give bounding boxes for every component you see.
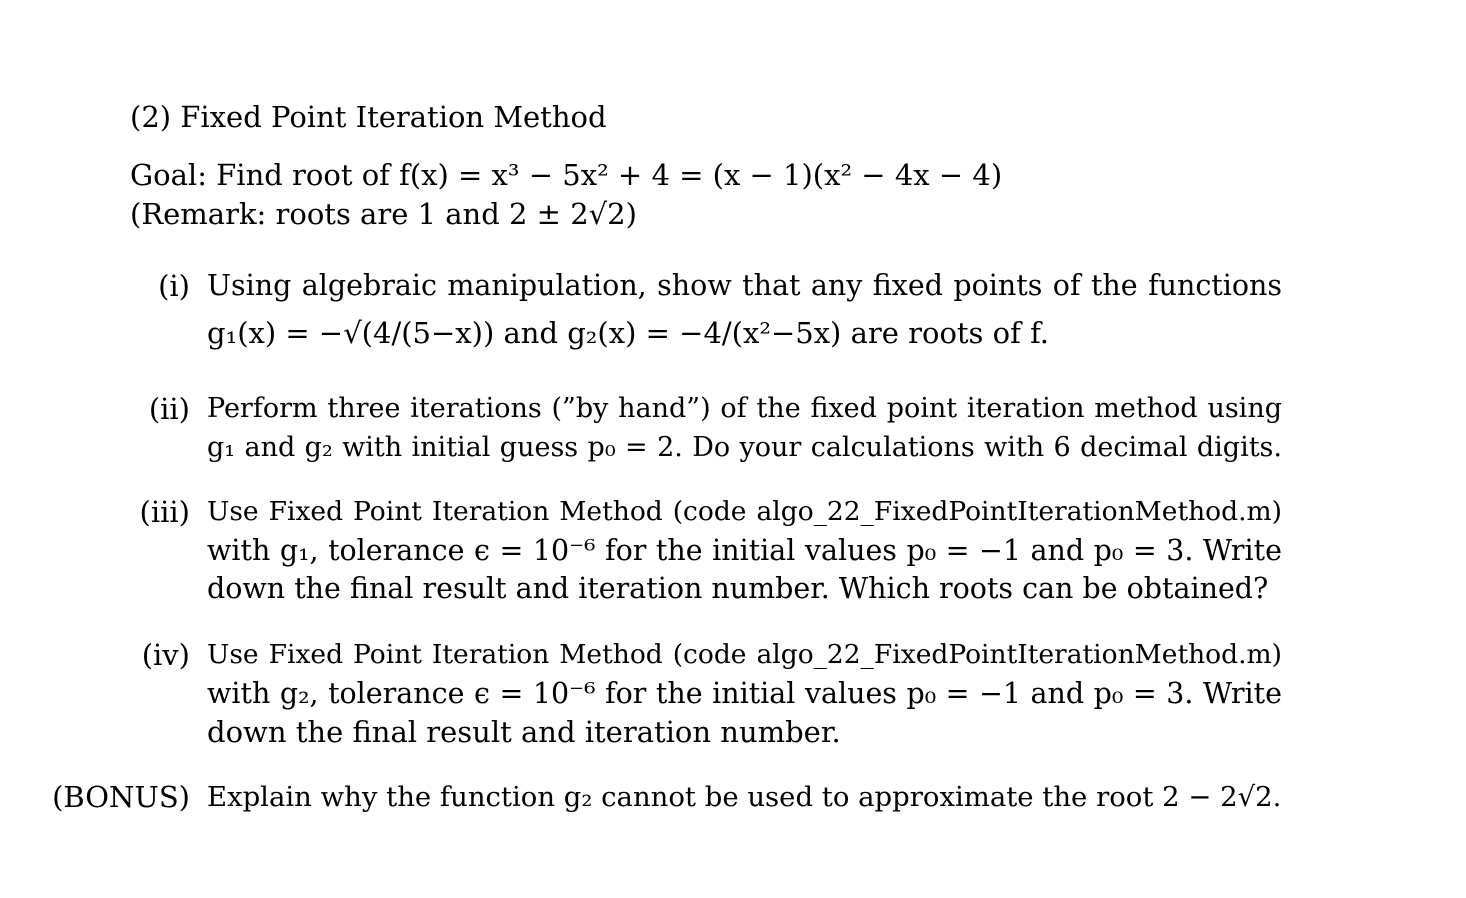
item-iv: [207, 636, 1282, 752]
item-label-iv: (iv): [141, 638, 190, 672]
item-iv-line-1: Use Fixed Point Iteration Method (code algo_22_FixedPointIterationMethod.m): [207, 639, 1282, 670]
item-i-line-2: g₁(x) = −√(4/(5−x)) and g₂(x) = −4/(x²−5x) are roots of f.: [207, 315, 1049, 350]
item-label-i: (i): [158, 269, 190, 303]
remark-line: (Remark: roots are 1 and 2 ± 2√2): [130, 197, 637, 231]
item-label-iii: (iii): [139, 495, 190, 529]
item-i: [207, 267, 1282, 352]
item-bonus-line-1: Explain why the function g₂ cannot be used to approximate the root 2 − 2√2.: [207, 781, 1282, 813]
item-iii-line-1: Use Fixed Point Iteration Method (code algo_22_FixedPointIterationMethod.m): [207, 496, 1282, 527]
item-iv-line-2: with g₂, tolerance ϵ = 10⁻⁶ for the initial values p₀ = −1 and p₀ = 3. Write: [207, 676, 1282, 710]
item-i-line-1: Using algebraic manipulation, show that any fixed points of the functions: [207, 269, 1282, 302]
item-ii-line-1: Perform three iterations (”by hand”) of the fixed point iteration method using: [207, 393, 1282, 424]
item-iii: [207, 493, 1282, 609]
item-iii-line-2: with g₁, tolerance ϵ = 10⁻⁶ for the initial values p₀ = −1 and p₀ = 3. Write: [207, 533, 1282, 567]
goal-equation: f(x) = x³ − 5x² + 4 = (x − 1)(x² − 4x − 4): [399, 158, 1003, 192]
item-ii-line-2: g₁ and g₂ with initial guess p₀ = 2. Do your calculations with 6 decimal digits.: [207, 431, 1282, 463]
item-label-bonus: (BONUS): [52, 780, 190, 814]
item-iii-line-3: down the final result and iteration number. Which roots can be obtained?: [207, 572, 1269, 605]
goal-line: [130, 156, 1002, 194]
item-bonus: [207, 778, 1282, 817]
section-heading: (2) Fixed Point Iteration Method: [130, 100, 607, 134]
item-ii: [207, 390, 1282, 467]
item-iv-line-3: down the final result and iteration number.: [207, 715, 841, 749]
goal-prefix: Goal: Find root of: [130, 158, 400, 192]
item-label-ii: (ii): [148, 392, 190, 426]
